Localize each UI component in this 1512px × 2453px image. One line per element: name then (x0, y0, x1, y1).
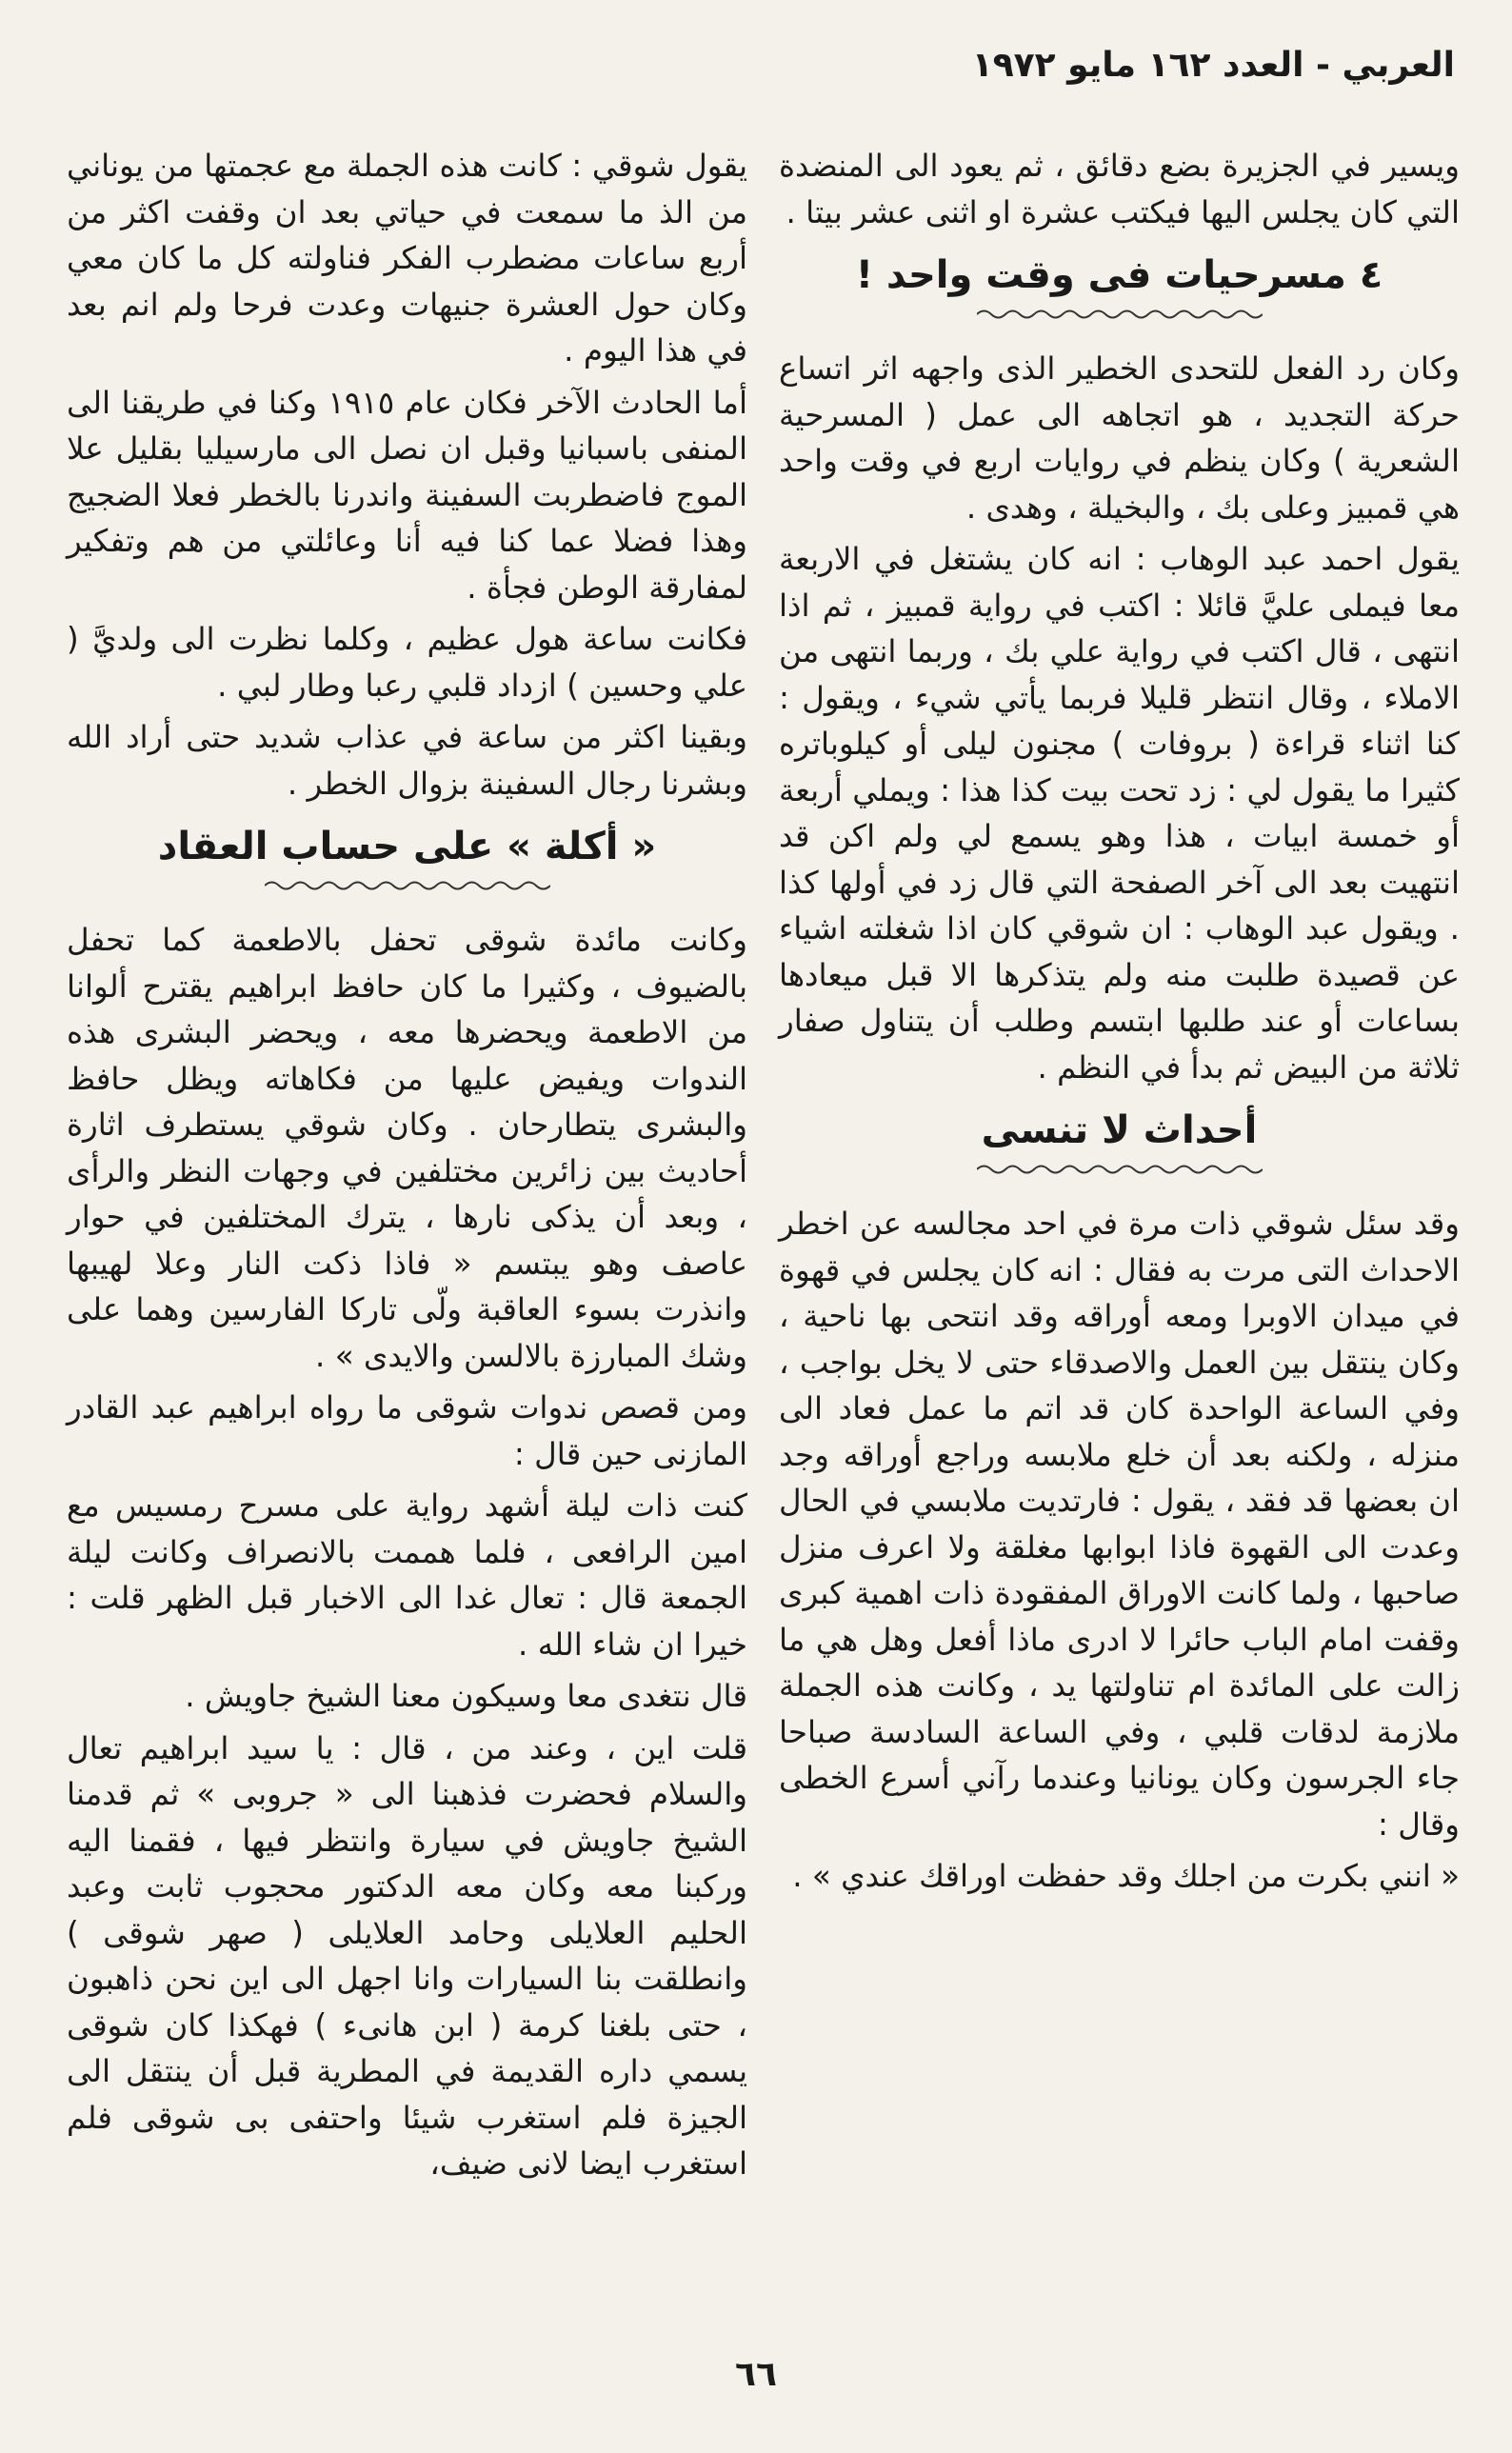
wavy-rule-divider (977, 308, 1263, 321)
paragraph: قلت اين ، وعند من ، قال : يا سيد ابراهيم تعال والسلام فحضرت فذهبنا الى « جروبى » ثم قدمنا الشيخ جاويش في سيارة وانتظر فيها ، فقمنا اليه وركبنا معه وكان معه الدكتور محجوب ثابت وعبد الحليم العلايلى وحامد العلايلى ( صهر شوقى ) وانطلقت بنا السيارات وانا اجهل الى اين نحن ذاهبون ، حتى بلغنا كرمة ( ابن هانىء ) فهكذا كان شوقى يسمي داره القديمة في المطرية قبل أن ينتقل الى الجيزة فلم استغرب شيئا واحتفى بى شوقى فلم استغرب ايضا لانى ضيف، (67, 1729, 747, 2182)
wavy-rule-divider (977, 1163, 1263, 1176)
paragraph: فكانت ساعة هول عظيم ، وكلما نظرت الى ولديَّ ( علي وحسين ) ازداد قلبي رعبا وطار لبي . (67, 621, 747, 704)
paragraph: وبقينا اكثر من ساعة في عذاب شديد حتى أراد الله وبشرنا رجال السفينة بزوال الخطر . (67, 719, 747, 802)
section-heading: « أكلة » على حساب العقاد (157, 825, 657, 868)
section-heading: أحداث لا تنسى (981, 1108, 1258, 1152)
paragraph: وكان رد الفعل للتحدى الخطير الذى واجهه اثر اتساع حركة التجديد ، هو اتجاهه الى عمل ( المسرحية الشعرية ) وكان ينظم في روايات اربع في وقت واحد هي قمبيز وعلى بك ، والبخيلة ، وهدى . (779, 350, 1460, 526)
right-column (779, 143, 1460, 1900)
paragraph: أما الحادث الآخر فكان عام ١٩١٥ وكنا في طريقنا الى المنفى باسبانيا وقبل ان نصل الى مارسيليا بقليل علا الموج فاضطربت السفينة واندرنا بالخطر فعلا الضجيج وهذا فضلا عما كنا فيه أنا وعائلتي من هم وتفكير لمفارقة الوطن فجأة . (67, 384, 747, 606)
paragraph: ومن قصص ندوات شوقى ما رواه ابراهيم عبد القادر المازنى حين قال : (67, 1389, 747, 1472)
paragraph: ويسير في الجزيرة بضع دقائق ، ثم يعود الى المنضدة التي كان يجلس اليها فيكتب عشرة او اثنى عشر بيتا . (779, 148, 1460, 230)
paragraph: وكانت مائدة شوقى تحفل بالاطعمة كما تحفل بالضيوف ، وكثيرا ما كان حافظ ابراهيم يقترح ألوانا من الاطعمة ويحضرها معه ، ويحضر البشرى هذه الندوات ويفيض عليها من فكاهاته ويظل حافظ والبشرى يتطارحان . وكان شوقي يستطرف اثارة أحاديث بين زائرين مختلفين في وجهات النظر والرأى ، وبعد أن يذكى نارها ، يترك المختلفين في حوار عاصف وهو يبتسم « فاذا ذكت النار وعلا لهيبها وانذرت بسوء العاقبة ولّى تاركا الفارسين وهما على وشك المبارزة بالالسن والايدى » . (67, 922, 747, 1374)
paragraph: « انني بكرت من اجلك وقد حفظت اوراقك عندي » . (792, 1858, 1460, 1894)
paragraph: وقد سئل شوقي ذات مرة في احد مجالسه عن اخطر الاحداث التى مرت به فقال : انه كان يجلس في قهوة في ميدان الاوبرا ومعه أوراقه وقد انتحى بها ناحية ، وكان ينتقل بين العمل والاصدقاء حتى لا يخل بواجب ، وفي الساعة الواحدة كان قد اتم ما عمل فعاد الى منزله ، ولكنه بعد أن خلع ملابسه وراجع أوراقه وجد ان بعضها قد فقد ، يقول : فارتديت ملابسي في الحال وعدت الى القهوة فاذا ابوابها مغلقة ولا اعرف منزل صاحبها ، ولما كانت الاوراق المفقودة ذات اهمية كبرى وقفت امام الباب حائرا لا ادرى ماذا أفعل وهل هي ما زالت على المائدة ام تناولتها يد ، وكانت هذه الجملة ملازمة لدقات قلبي ، وفي الساعة السادسة صباحا جاء الجرسون وكان يونانيا وعندما رآني أسرع الخطى وقال : (779, 1206, 1460, 1843)
paragraph: قال نتغدى معا وسيكون معنا الشيخ جاويش . (185, 1678, 747, 1714)
paragraph: يقول شوقي : كانت هذه الجملة مع عجمتها من يوناني من الذ ما سمعت في حياتي بعد ان وقفت اكثر من أربع ساعات مضطرب الفكر فناولته كل ما كان معي وكان حول العشرة جنيهات وعدت فرحا ولم انم بعد في هذا اليوم . (67, 148, 747, 369)
paragraph: كنت ذات ليلة أشهد رواية على مسرح رمسيس مع امين الرافعى ، فلما هممت بالانصراف وكانت ليلة الجمعة قال : تعال غدا الى الاخبار قبل الظهر قلت : خيرا ان شاء الله . (67, 1487, 747, 1663)
page-number: ٦٦ (735, 2355, 777, 2394)
paragraph: يقول احمد عبد الوهاب : انه كان يشتغل في الاربعة معا فيملى عليَّ قائلا : اكتب في رواية قمبيز ، ثم اذا انتهى ، قال اكتب في رواية علي بك ، وربما انتهى من الاملاء ، وقال انتظر قليلا فربما يأتي شيء ، ويقول : كنا اثناء قراءة ( بروفات ) مجنون ليلى أو كيلوباتره كثيرا ما يقول لي : زد تحت بيت كذا هذا : ويملي أربعة أو خمسة ابيات ، هذا وهو يسمع لي ولم اكن قد انتهيت بعد الى آخر الصفحة التي قال زد في أولها كذا . ويقول عبد الوهاب : ان شوقي كان اذا شغلته اشياء عن قصيدة طلبت منه ولم يتذكرها الا قبل ميعادها بساعات أو عند طلبها ابتسم وطلب أن يتناول صفار ثلاثة من البيض ثم بدأ في النظم . (779, 541, 1460, 1086)
left-column (67, 143, 747, 2187)
running-header: العربي - العدد ١٦٢ مايو ١٩٧٢ (971, 46, 1455, 85)
section-heading: ٤ مسرحيات فى وقت واحد ! (855, 253, 1383, 297)
wavy-rule-divider (265, 879, 550, 892)
